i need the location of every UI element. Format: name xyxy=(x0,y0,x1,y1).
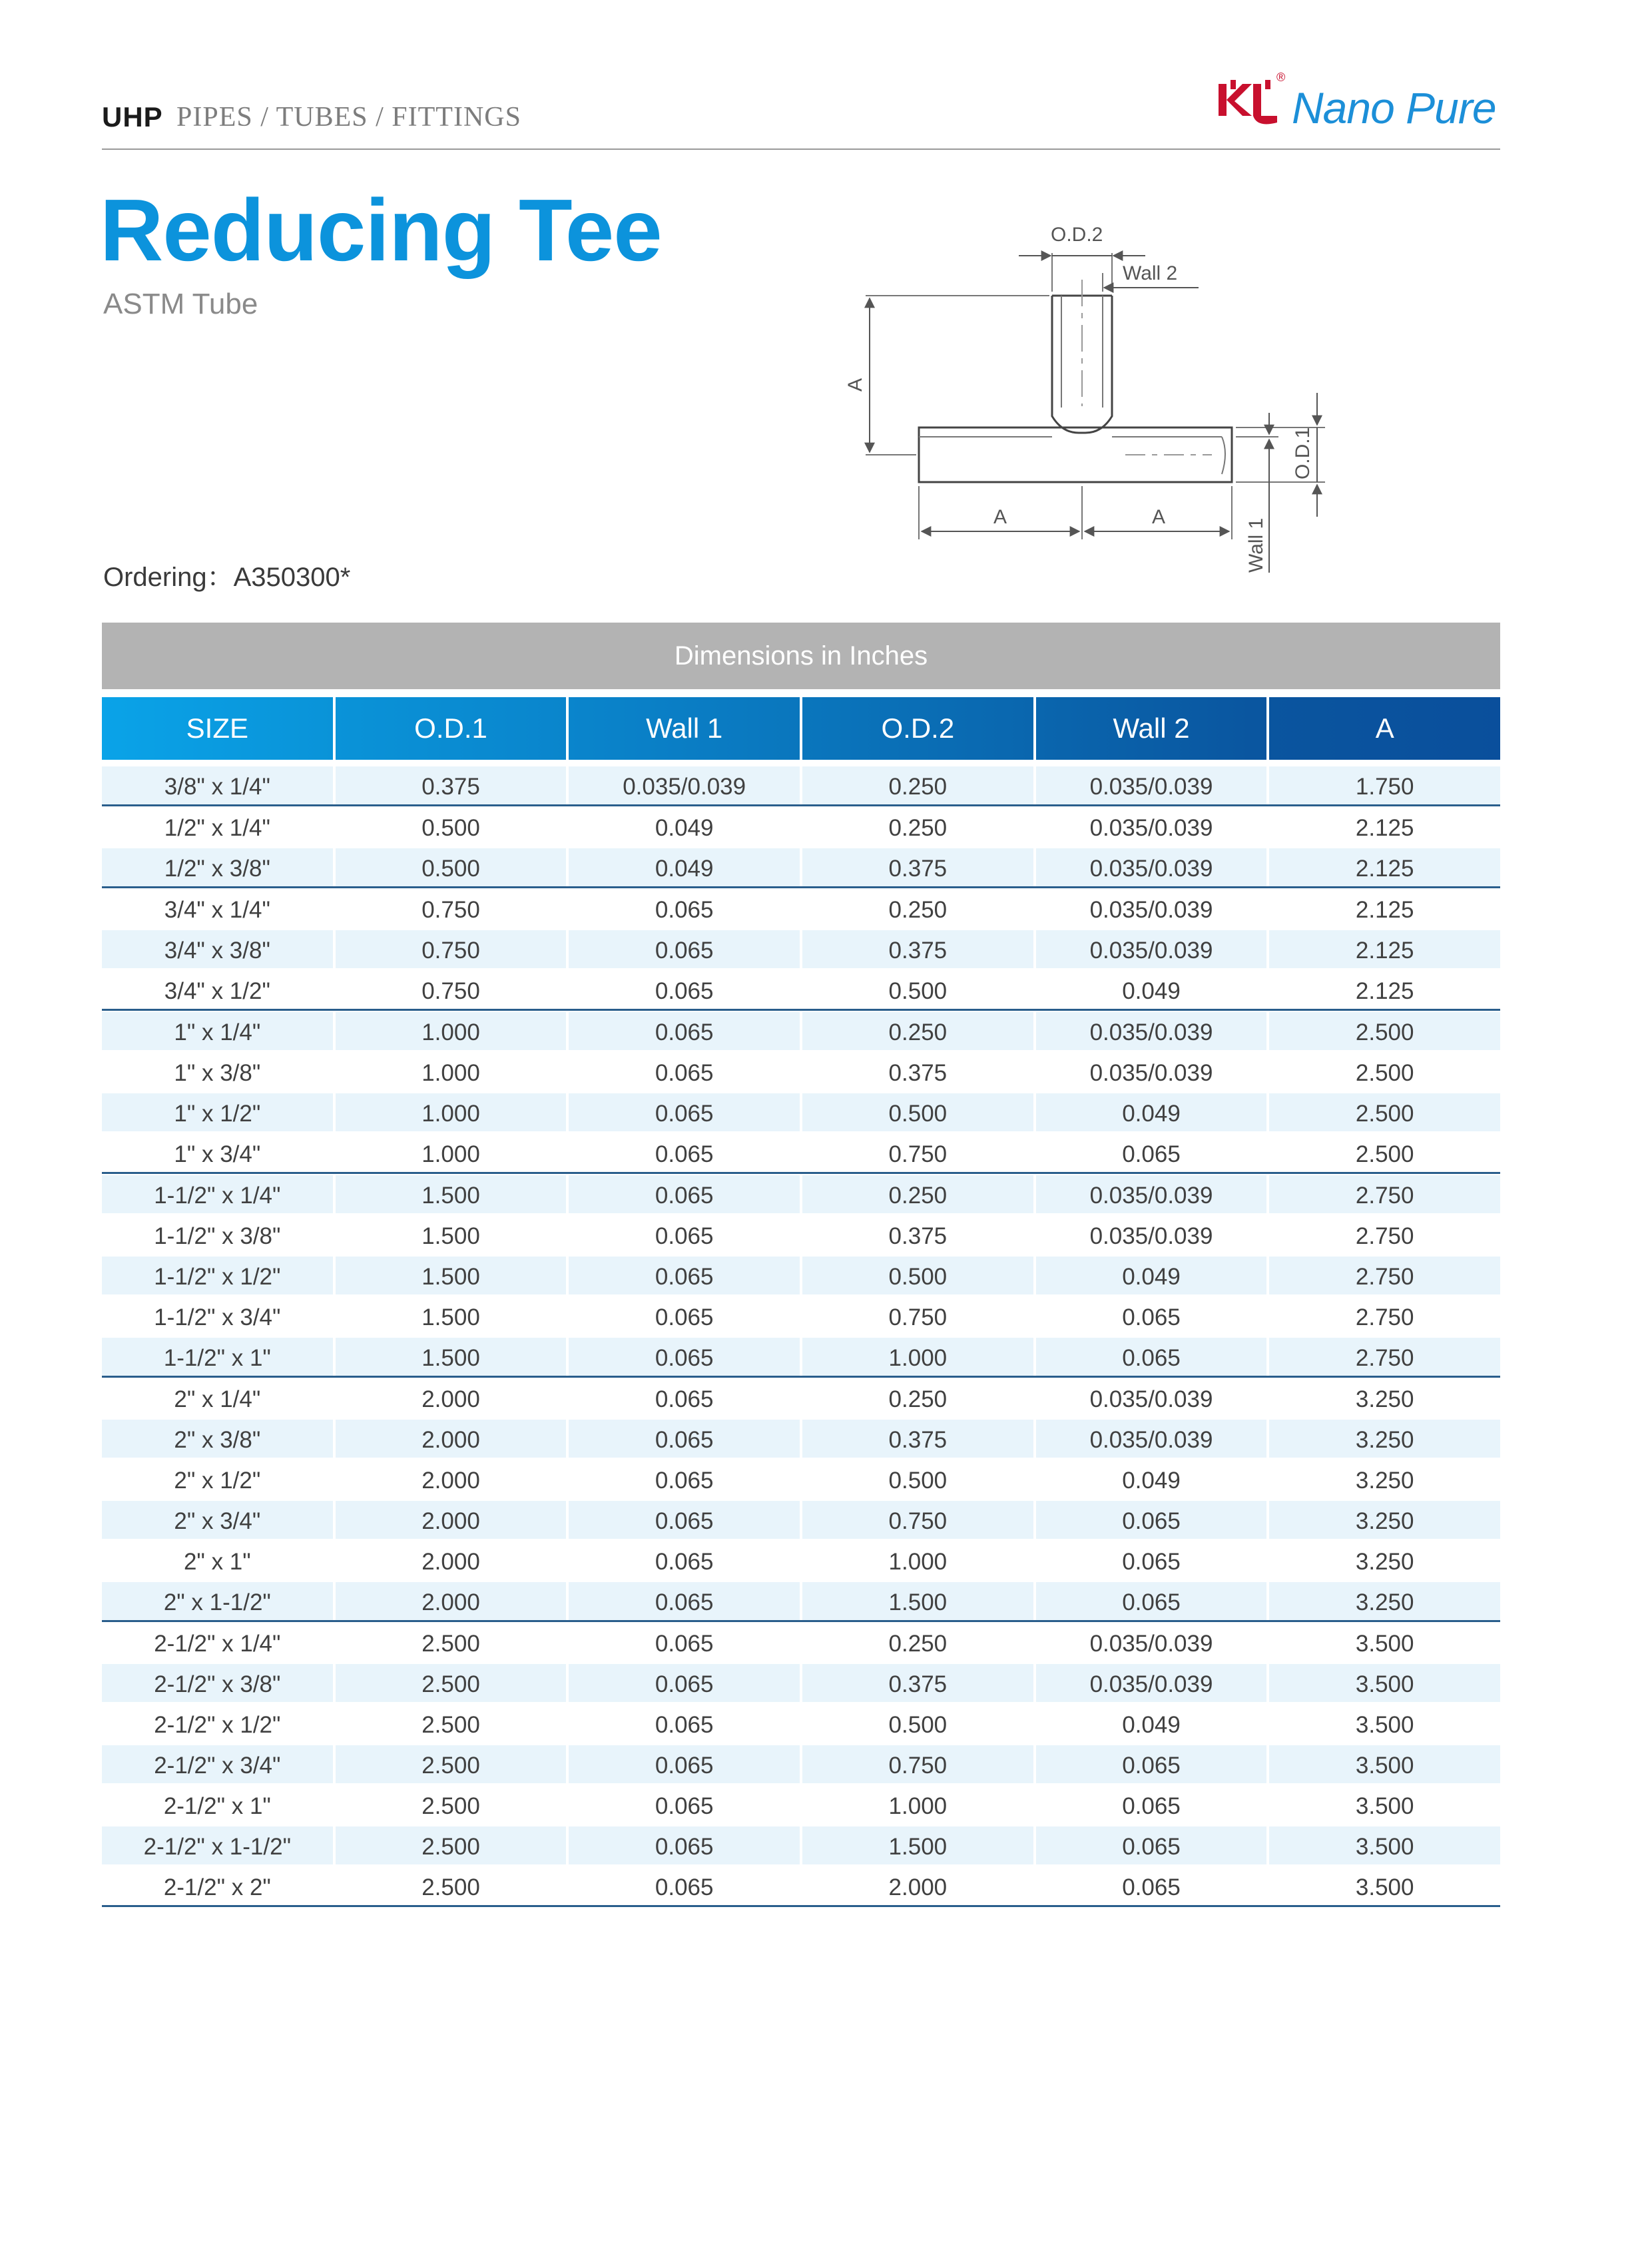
table-row xyxy=(102,766,1500,806)
table-row xyxy=(102,1012,1500,1051)
cell-wall1: 0.065 xyxy=(566,1297,800,1335)
cell-a: 3.250 xyxy=(1266,1541,1500,1579)
cell-size: 2" x 1-1/2" xyxy=(102,1582,333,1620)
table-row xyxy=(102,1297,1500,1336)
column-header-wall1: Wall 1 xyxy=(566,697,800,760)
cell-od2: 0.250 xyxy=(800,890,1033,928)
page-subtitle: ASTM Tube xyxy=(103,288,258,320)
cell-od1: 1.500 xyxy=(333,1257,567,1294)
cell-od2: 1.500 xyxy=(800,1582,1033,1620)
cell-wall1: 0.065 xyxy=(566,930,800,968)
cell-od1: 2.000 xyxy=(333,1379,567,1417)
cell-a: 3.250 xyxy=(1266,1501,1500,1539)
table-row xyxy=(102,1379,1500,1418)
cell-wall2: 0.065 xyxy=(1033,1501,1267,1539)
table-row xyxy=(102,930,1500,970)
cell-od2: 0.500 xyxy=(800,1093,1033,1131)
cell-od1: 2.000 xyxy=(333,1420,567,1458)
cell-wall1: 0.065 xyxy=(566,1460,800,1498)
cell-a: 1.750 xyxy=(1266,766,1500,804)
cell-od1: 1.500 xyxy=(333,1297,567,1335)
cell-wall2: 0.035/0.039 xyxy=(1033,1420,1267,1458)
table-header-row xyxy=(102,697,1500,760)
cell-wall2: 0.049 xyxy=(1033,1460,1267,1498)
cell-wall1: 0.065 xyxy=(566,1338,800,1376)
cell-wall1: 0.065 xyxy=(566,1175,800,1213)
cell-od2: 0.250 xyxy=(800,1379,1033,1417)
cell-a: 3.500 xyxy=(1266,1786,1500,1824)
cell-wall1: 0.065 xyxy=(566,1826,800,1864)
table-row xyxy=(102,1623,1500,1663)
table-row xyxy=(102,1175,1500,1215)
table-row xyxy=(102,890,1500,929)
table-caption: Dimensions in Inches xyxy=(102,623,1500,689)
cell-a: 3.250 xyxy=(1266,1420,1500,1458)
cell-od1: 1.000 xyxy=(333,1093,567,1131)
cell-wall1: 0.049 xyxy=(566,848,800,886)
cell-wall2: 0.035/0.039 xyxy=(1033,1623,1267,1661)
cell-wall2: 0.035/0.039 xyxy=(1033,1379,1267,1417)
cell-od2: 0.500 xyxy=(800,1257,1033,1294)
cell-od1: 2.000 xyxy=(333,1541,567,1579)
cell-size: 2-1/2" x 1/2" xyxy=(154,1712,281,1738)
cell-wall2: 0.065 xyxy=(1033,1338,1267,1376)
page-title: Reducing Tee xyxy=(100,181,662,279)
header-category: PIPES / TUBES / FITTINGS xyxy=(176,102,521,133)
cell-od1: 0.500 xyxy=(333,848,567,886)
cell-od2: 1.000 xyxy=(800,1786,1033,1824)
cell-size: 2-1/2" x 1/4" xyxy=(154,1631,281,1657)
cell-size: 1/2" x 3/8" xyxy=(102,848,333,886)
cell-od2: 0.250 xyxy=(800,1623,1033,1661)
header-rule xyxy=(102,148,1500,150)
cell-wall1: 0.065 xyxy=(566,1053,800,1091)
cell-a: 2.125 xyxy=(1266,848,1500,886)
cell-a: 2.125 xyxy=(1266,930,1500,968)
cell-od2: 0.375 xyxy=(800,1664,1033,1702)
cell-od1: 0.750 xyxy=(333,930,567,968)
cell-a: 2.125 xyxy=(1266,890,1500,928)
diagram-label-wall2: Wall 2 xyxy=(1123,262,1178,284)
cell-a: 2.500 xyxy=(1266,1012,1500,1050)
cell-a: 3.500 xyxy=(1266,1826,1500,1864)
cell-od1: 0.375 xyxy=(333,766,567,804)
kl-logo-icon xyxy=(1213,75,1286,135)
cell-od1: 2.500 xyxy=(333,1705,567,1743)
table-row xyxy=(102,1582,1500,1622)
cell-size: 2" x 1" xyxy=(183,1549,251,1575)
cell-od2: 0.500 xyxy=(800,1705,1033,1743)
cell-od2: 0.750 xyxy=(800,1297,1033,1335)
cell-od2: 0.750 xyxy=(800,1745,1033,1783)
table-row xyxy=(102,1501,1500,1540)
table-body xyxy=(102,766,1500,1907)
cell-od2: 0.375 xyxy=(800,848,1033,886)
cell-wall2: 0.049 xyxy=(1033,971,1267,1009)
cell-a: 3.500 xyxy=(1266,1867,1500,1905)
cell-od2: 0.375 xyxy=(800,1420,1033,1458)
column-header-wall2: Wall 2 xyxy=(1033,697,1267,760)
cell-a: 3.500 xyxy=(1266,1705,1500,1743)
cell-od2: 2.000 xyxy=(800,1867,1033,1905)
cell-od2: 0.250 xyxy=(800,1012,1033,1050)
table-row xyxy=(102,1093,1500,1133)
cell-wall1: 0.065 xyxy=(566,1786,800,1824)
diagram-label-a-vertical: A xyxy=(844,378,866,392)
cell-od2: 0.375 xyxy=(800,1216,1033,1254)
cell-od2: 1.000 xyxy=(800,1541,1033,1579)
cell-size: 1-1/2" x 1/2" xyxy=(102,1257,333,1294)
cell-wall2: 0.065 xyxy=(1033,1541,1267,1579)
cell-a: 2.750 xyxy=(1266,1175,1500,1213)
cell-od2: 0.250 xyxy=(800,1175,1033,1213)
cell-od1: 1.500 xyxy=(333,1175,567,1213)
cell-od1: 0.500 xyxy=(333,808,567,846)
cell-wall1: 0.065 xyxy=(566,1582,800,1620)
cell-wall2: 0.035/0.039 xyxy=(1033,808,1267,846)
cell-size: 2-1/2" x 1" xyxy=(163,1793,271,1819)
cell-size: 1-1/2" x 1" xyxy=(102,1338,333,1376)
table-row xyxy=(102,1745,1500,1785)
cell-od2: 0.250 xyxy=(800,766,1033,804)
cell-wall1: 0.065 xyxy=(566,1093,800,1131)
cell-od1: 1.500 xyxy=(333,1338,567,1376)
cell-wall1: 0.065 xyxy=(566,1867,800,1905)
cell-size: 1" x 1/4" xyxy=(102,1012,333,1050)
cell-size: 2-1/2" x 2" xyxy=(163,1874,271,1900)
cell-wall2: 0.035/0.039 xyxy=(1033,1664,1267,1702)
cell-wall2: 0.049 xyxy=(1033,1257,1267,1294)
cell-od1: 2.000 xyxy=(333,1582,567,1620)
cell-wall2: 0.065 xyxy=(1033,1786,1267,1824)
table-row xyxy=(102,848,1500,888)
cell-size: 1-1/2" x 3/4" xyxy=(154,1304,281,1330)
cell-a: 2.750 xyxy=(1266,1216,1500,1254)
table-row xyxy=(102,1541,1500,1581)
cell-wall2: 0.065 xyxy=(1033,1826,1267,1864)
cell-size: 1-1/2" x 1/4" xyxy=(102,1175,333,1213)
cell-wall1: 0.065 xyxy=(566,1216,800,1254)
cell-od1: 2.500 xyxy=(333,1745,567,1783)
cell-od1: 2.500 xyxy=(333,1826,567,1864)
column-header-size: SIZE xyxy=(102,697,333,760)
cell-od1: 1.000 xyxy=(333,1053,567,1091)
brand-logo xyxy=(1213,71,1506,137)
cell-wall2: 0.035/0.039 xyxy=(1033,890,1267,928)
cell-a: 3.500 xyxy=(1266,1745,1500,1783)
brand-name: Nano Pure xyxy=(1292,83,1496,133)
cell-a: 2.500 xyxy=(1266,1134,1500,1172)
cell-wall2: 0.065 xyxy=(1033,1745,1267,1783)
cell-wall1: 0.065 xyxy=(566,1705,800,1743)
cell-od1: 1.000 xyxy=(333,1134,567,1172)
table-row xyxy=(102,1216,1500,1255)
table-row xyxy=(102,808,1500,847)
cell-size: 2" x 1/4" xyxy=(174,1386,261,1412)
diagram-label-a-right: A xyxy=(1152,506,1166,528)
cell-od2: 0.750 xyxy=(800,1501,1033,1539)
cell-wall1: 0.035/0.039 xyxy=(566,766,800,804)
cell-size: 3/4" x 1/2" xyxy=(164,978,270,1004)
cell-od1: 2.000 xyxy=(333,1501,567,1539)
cell-size: 3/4" x 1/4" xyxy=(164,897,270,923)
cell-od2: 1.500 xyxy=(800,1826,1033,1864)
cell-wall2: 0.049 xyxy=(1033,1093,1267,1131)
table-row xyxy=(102,1338,1500,1378)
cell-od2: 0.375 xyxy=(800,1053,1033,1091)
cell-a: 2.750 xyxy=(1266,1297,1500,1335)
cell-size: 1" x 3/8" xyxy=(174,1060,261,1086)
cell-size: 2-1/2" x 1-1/2" xyxy=(102,1826,333,1864)
table-row xyxy=(102,1705,1500,1744)
cell-a: 2.125 xyxy=(1266,971,1500,1009)
cell-od1: 2.500 xyxy=(333,1867,567,1905)
column-header-od1: O.D.1 xyxy=(333,697,567,760)
diagram-label-od2: O.D.2 xyxy=(1051,224,1103,246)
cell-wall1: 0.065 xyxy=(566,1623,800,1661)
cell-wall2: 0.065 xyxy=(1033,1582,1267,1620)
table-row xyxy=(102,1134,1500,1174)
cell-a: 2.125 xyxy=(1266,808,1500,846)
cell-wall1: 0.065 xyxy=(566,1134,800,1172)
cell-wall2: 0.035/0.039 xyxy=(1033,1012,1267,1050)
cell-size: 2" x 3/4" xyxy=(102,1501,333,1539)
cell-wall1: 0.049 xyxy=(566,808,800,846)
cell-size: 1/2" x 1/4" xyxy=(164,815,270,841)
reducing-tee-diagram xyxy=(839,213,1345,586)
cell-wall2: 0.035/0.039 xyxy=(1033,1216,1267,1254)
cell-wall2: 0.035/0.039 xyxy=(1033,766,1267,804)
cell-wall2: 0.035/0.039 xyxy=(1033,848,1267,886)
cell-size: 3/4" x 3/8" xyxy=(102,930,333,968)
cell-od1: 2.000 xyxy=(333,1460,567,1498)
cell-wall2: 0.035/0.039 xyxy=(1033,1053,1267,1091)
cell-wall2: 0.065 xyxy=(1033,1134,1267,1172)
cell-wall2: 0.049 xyxy=(1033,1705,1267,1743)
cell-size: 2-1/2" x 3/8" xyxy=(102,1664,333,1702)
registered-mark: ® xyxy=(1276,71,1286,84)
cell-od1: 1.500 xyxy=(333,1216,567,1254)
cell-wall1: 0.065 xyxy=(566,1420,800,1458)
cell-a: 3.250 xyxy=(1266,1379,1500,1417)
cell-od1: 2.500 xyxy=(333,1664,567,1702)
cell-od2: 0.250 xyxy=(800,808,1033,846)
cell-wall1: 0.065 xyxy=(566,1379,800,1417)
cell-size: 3/8" x 1/4" xyxy=(102,766,333,804)
table-row xyxy=(102,1257,1500,1296)
table-row xyxy=(102,1664,1500,1703)
ordering-code: Ordering：A350300* xyxy=(103,563,351,592)
cell-a: 3.250 xyxy=(1266,1460,1500,1498)
cell-od1: 2.500 xyxy=(333,1786,567,1824)
cell-a: 2.750 xyxy=(1266,1338,1500,1376)
table-row xyxy=(102,1460,1500,1500)
cell-wall2: 0.065 xyxy=(1033,1867,1267,1905)
cell-a: 3.250 xyxy=(1266,1582,1500,1620)
table-row xyxy=(102,971,1500,1011)
cell-wall1: 0.065 xyxy=(566,1541,800,1579)
cell-size: 2" x 1/2" xyxy=(174,1468,261,1494)
cell-size: 1-1/2" x 3/8" xyxy=(154,1223,281,1249)
cell-od2: 0.500 xyxy=(800,971,1033,1009)
cell-wall1: 0.065 xyxy=(566,971,800,1009)
cell-wall1: 0.065 xyxy=(566,890,800,928)
cell-od1: 0.750 xyxy=(333,971,567,1009)
cell-wall2: 0.065 xyxy=(1033,1297,1267,1335)
header-uhp: UHP xyxy=(102,101,163,133)
cell-size: 2-1/2" x 3/4" xyxy=(102,1745,333,1783)
cell-od2: 0.750 xyxy=(800,1134,1033,1172)
cell-a: 3.500 xyxy=(1266,1664,1500,1702)
cell-od2: 0.375 xyxy=(800,930,1033,968)
cell-od2: 1.000 xyxy=(800,1338,1033,1376)
cell-wall1: 0.065 xyxy=(566,1664,800,1702)
cell-a: 3.500 xyxy=(1266,1623,1500,1661)
cell-wall1: 0.065 xyxy=(566,1257,800,1294)
table-row xyxy=(102,1420,1500,1459)
cell-size: 2" x 3/8" xyxy=(102,1420,333,1458)
cell-size: 1" x 3/4" xyxy=(174,1141,261,1167)
column-header-od2: O.D.2 xyxy=(800,697,1033,760)
cell-wall1: 0.065 xyxy=(566,1012,800,1050)
table-row xyxy=(102,1867,1500,1907)
table-row xyxy=(102,1826,1500,1866)
table-row xyxy=(102,1786,1500,1825)
cell-od1: 2.500 xyxy=(333,1623,567,1661)
column-header-a: A xyxy=(1266,697,1500,760)
diagram-label-a-left: A xyxy=(993,506,1007,528)
cell-a: 2.500 xyxy=(1266,1053,1500,1091)
cell-wall2: 0.035/0.039 xyxy=(1033,930,1267,968)
cell-od1: 0.750 xyxy=(333,890,567,928)
diagram-label-od1: O.D.1 xyxy=(1292,427,1314,479)
diagram-label-wall1: Wall 1 xyxy=(1245,517,1267,573)
cell-wall1: 0.065 xyxy=(566,1501,800,1539)
cell-od2: 0.500 xyxy=(800,1460,1033,1498)
cell-wall1: 0.065 xyxy=(566,1745,800,1783)
cell-wall2: 0.035/0.039 xyxy=(1033,1175,1267,1213)
cell-size: 1" x 1/2" xyxy=(102,1093,333,1131)
cell-a: 2.750 xyxy=(1266,1257,1500,1294)
dimensions-table xyxy=(102,623,1500,1907)
cell-a: 2.500 xyxy=(1266,1093,1500,1131)
table-row xyxy=(102,1053,1500,1092)
cell-od1: 1.000 xyxy=(333,1012,567,1050)
